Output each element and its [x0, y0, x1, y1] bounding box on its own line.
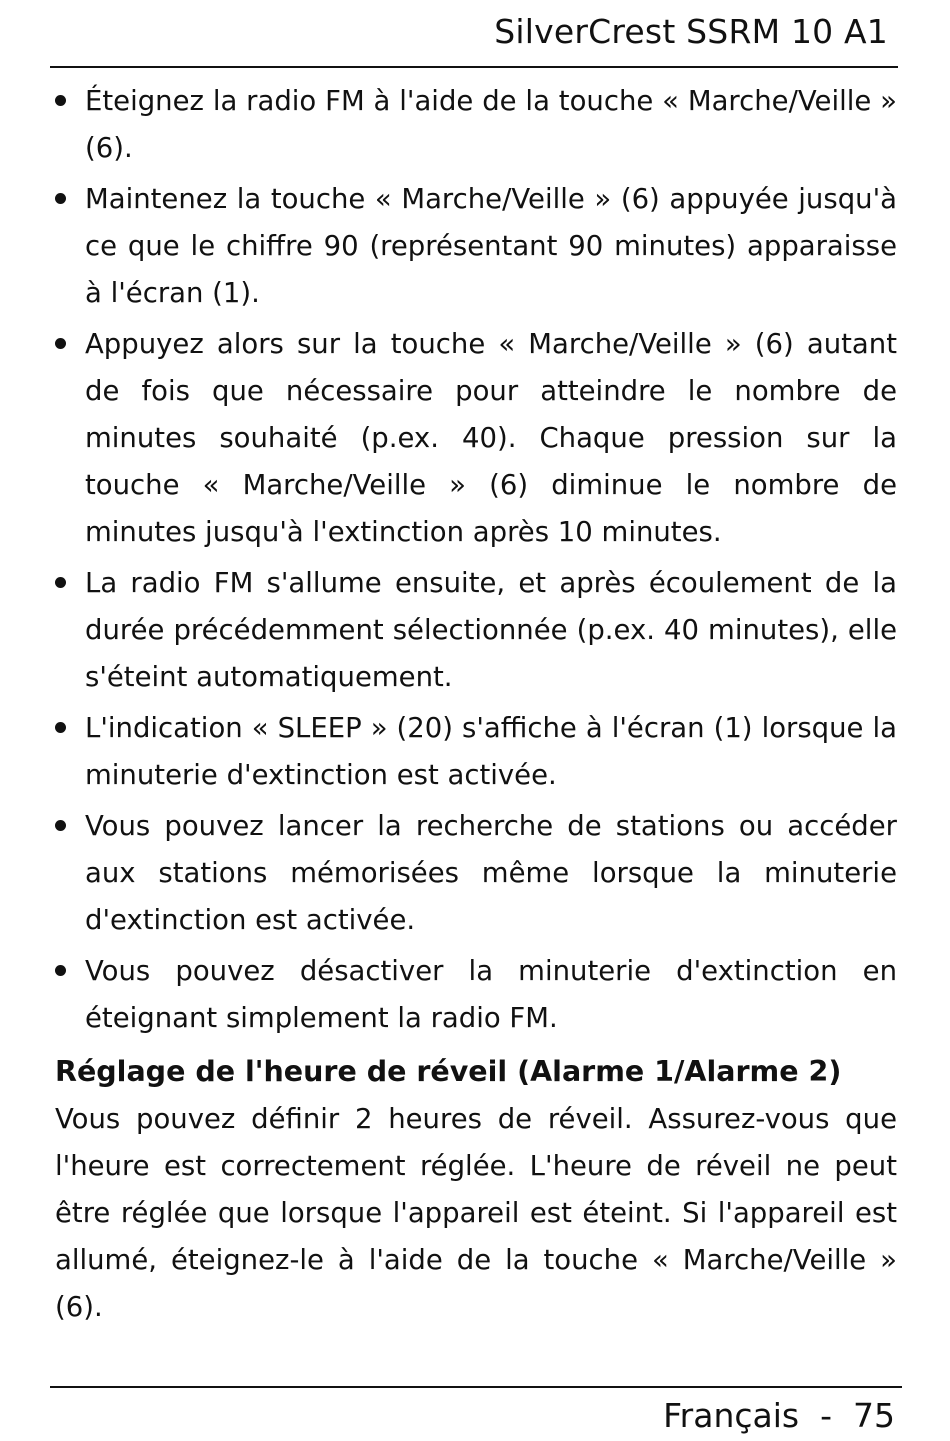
list-item: [55, 321, 897, 556]
bullet-icon: [55, 193, 66, 204]
bullet-icon: [55, 722, 66, 733]
bullet-icon: [55, 820, 66, 831]
list-item-text: Vous pouvez lancer la recherche de stations ou accéder aux stations mémorisées même lorsque la minuterie d'extinction est activée.: [85, 810, 897, 936]
list-item: [55, 803, 897, 944]
footer-separator: -: [820, 1396, 833, 1435]
list-item-text: Éteignez la radio FM à l'aide de la touche « Marche/Veille » (6).: [85, 85, 897, 164]
page-footer: [663, 1392, 895, 1440]
page-number: 75: [853, 1396, 895, 1435]
bullet-icon: [55, 965, 66, 976]
page-content: [55, 78, 897, 1331]
footer-language: Français: [663, 1396, 800, 1435]
list-item: [55, 560, 897, 701]
list-item: [55, 78, 897, 172]
list-item: [55, 176, 897, 317]
bullet-icon: [55, 95, 66, 106]
page-header-title: SilverCrest SSRM 10 A1: [494, 12, 888, 51]
section-paragraph: Vous pouvez définir 2 heures de réveil. Assurez-vous que l'heure est correctement réglée. L'heure de réveil ne peut être réglée que lorsque l'appareil est éteint. Si l'appareil est allumé, éteignez-le à l'aide de la touche « Marche/Veille » (6).: [55, 1103, 897, 1323]
list-item-text: Vous pouvez désactiver la minuterie d'extinction en éteignant simplement la radio FM.: [85, 955, 897, 1034]
footer-rule: [50, 1386, 902, 1388]
header-rule: [50, 66, 898, 68]
list-item: [55, 948, 897, 1042]
list-item-text: L'indication « SLEEP » (20) s'affiche à l'écran (1) lorsque la minuterie d'extinction est activée.: [85, 712, 897, 791]
section-heading: Réglage de l'heure de réveil (Alarme 1/Alarme 2): [55, 1055, 842, 1088]
bullet-list: [55, 78, 897, 1042]
list-item: [55, 705, 897, 799]
list-item-text: La radio FM s'allume ensuite, et après écoulement de la durée précédemment sélectionnée (p.ex. 40 minutes), elle s'éteint automatiquement.: [85, 567, 897, 693]
list-item-text: Appuyez alors sur la touche « Marche/Veille » (6) autant de fois que nécessaire pour atteindre le nombre de minutes souhaité (p.ex. 40). Chaque pression sur la touche « Marche/Veille » (6) diminue le nombre de minutes jusqu'à l'extinction après 10 minutes.: [85, 328, 897, 548]
bullet-icon: [55, 577, 66, 588]
bullet-icon: [55, 338, 66, 349]
list-item-text: Maintenez la touche « Marche/Veille » (6) appuyée jusqu'à ce que le chiffre 90 (représentant 90 minutes) apparaisse à l'écran (1).: [85, 183, 897, 309]
